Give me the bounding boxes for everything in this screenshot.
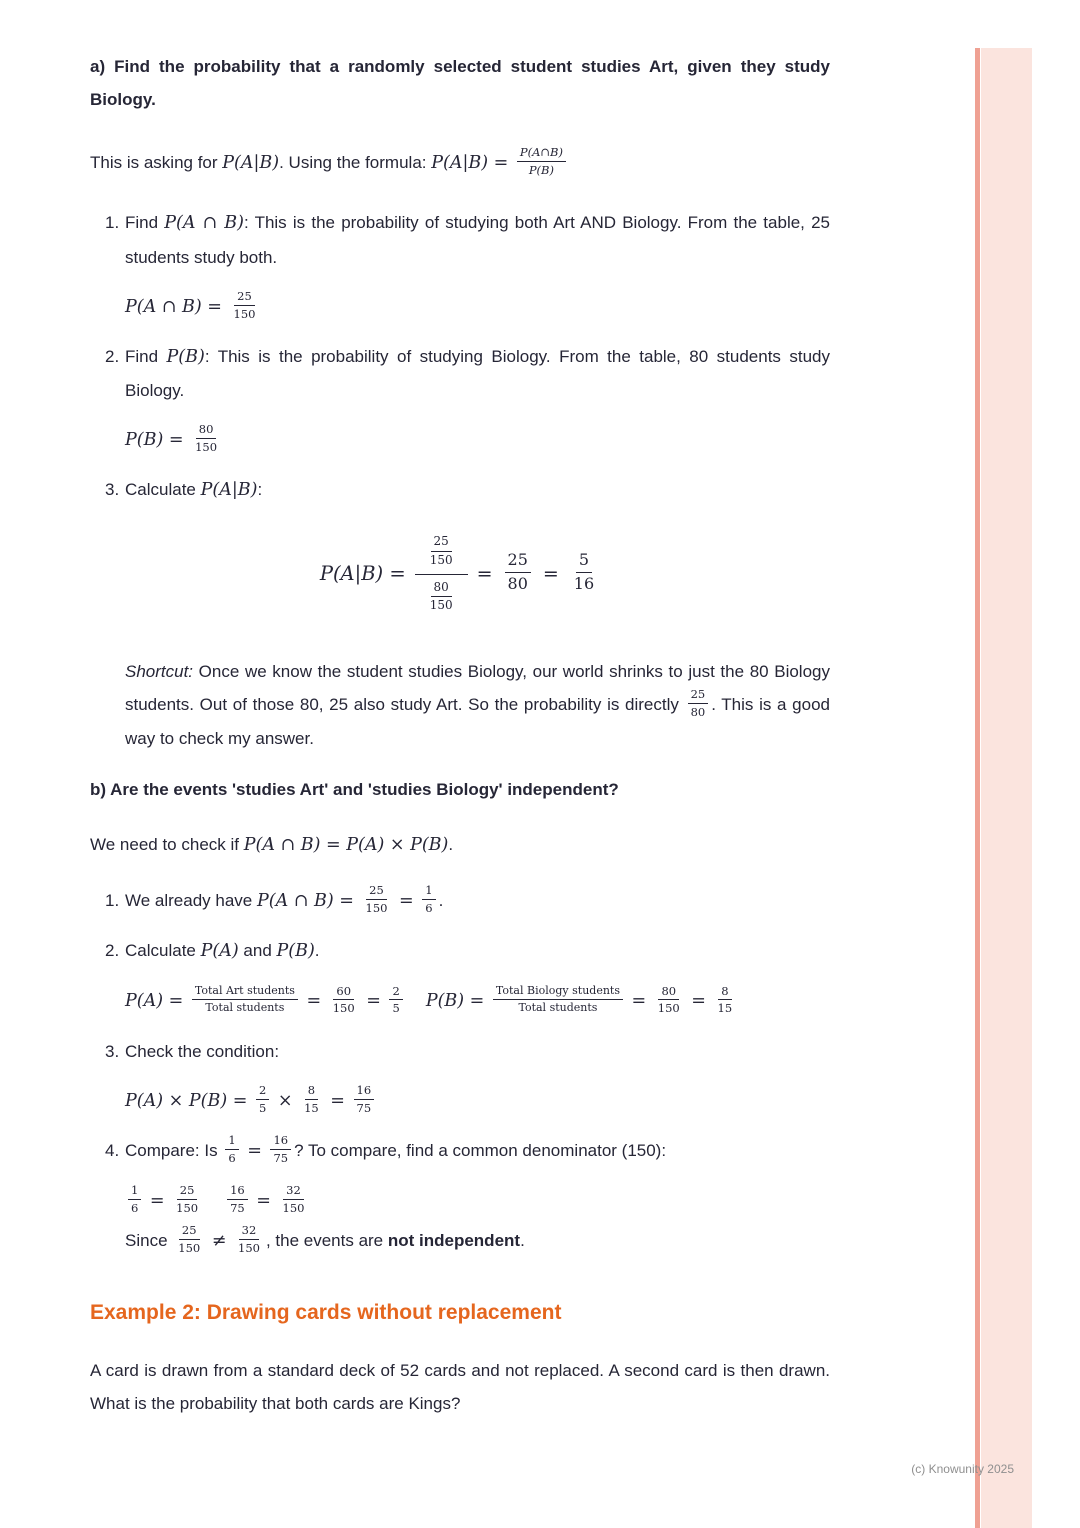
fraction-numerator: 32 [283, 1183, 304, 1200]
fraction-numerator: Total Biology students [493, 984, 623, 1000]
list-number: 4. [105, 1140, 120, 1160]
text-run: . [448, 835, 454, 855]
fraction-numerator: 60 [333, 984, 354, 1001]
math-run: P(B) = [425, 991, 490, 1012]
fraction-denominator: 75 [273, 1150, 289, 1165]
math-run: = [360, 991, 387, 1012]
math-run: P(A) × P(B) = [125, 1090, 253, 1111]
list-item-text [125, 884, 830, 918]
text-run: Find [125, 213, 165, 233]
math-run: P(A ∩ B) = [125, 296, 228, 317]
equals-sign: = [542, 562, 559, 585]
text-run: Once we know the student studies Biology, our world shrinks to just the 80 Biology students. Out of those 80, 25 also study Art. So the probability is directly [125, 661, 830, 714]
math-run: P(A|B) = [319, 562, 406, 586]
math-run: P(B) [166, 346, 205, 367]
math-run: P(A ∩ B) = P(A) × P(B) [243, 835, 449, 856]
section-b-heading: b) Are the events 'studies Art' and 'studies Biology' independent? [90, 779, 619, 799]
fraction [655, 984, 683, 1017]
fraction-numerator: 80 [431, 580, 452, 598]
fraction [688, 687, 709, 720]
nested-fraction-numerator [415, 533, 468, 574]
example-2-heading: Example 2: Drawing cards without replacement [90, 1301, 562, 1325]
fraction-numerator: 16 [354, 1083, 375, 1100]
fraction [280, 1183, 308, 1216]
fraction-denominator: 150 [429, 552, 453, 567]
fraction-denominator: 6 [131, 1200, 139, 1215]
text-run: . [438, 891, 444, 911]
text-run: . [314, 941, 320, 961]
shortcut-label: Shortcut: [125, 661, 194, 681]
fraction-denominator: 6 [425, 901, 433, 916]
math-run: P(A|B) [222, 153, 280, 174]
text-run: Calculate [125, 941, 201, 961]
fraction-denominator: 150 [429, 598, 453, 613]
equals-sign: = [476, 562, 493, 585]
text-run: Find [125, 346, 167, 366]
fraction [227, 1183, 248, 1216]
display-equation [90, 533, 830, 614]
fraction [270, 1133, 291, 1166]
text-run: Since [125, 1231, 173, 1251]
fraction-numerator: 8 [305, 1083, 318, 1100]
text-run: Compare: Is [125, 1140, 223, 1160]
list-item-text [125, 1134, 830, 1168]
fraction [175, 1223, 203, 1256]
math-run: = [241, 1140, 268, 1161]
text-run: Calculate [125, 480, 201, 500]
fraction-numerator: 1 [422, 883, 435, 900]
fraction [173, 1183, 201, 1216]
text-run: and [238, 941, 277, 961]
equation-line [125, 423, 830, 457]
text-run: . [520, 1231, 525, 1251]
fraction-numerator: 80 [196, 422, 217, 439]
list-number: 3. [105, 480, 120, 500]
fraction [505, 550, 531, 595]
fraction-numerator: 8 [718, 984, 731, 1001]
fraction-denominator: P(B) [528, 163, 554, 178]
fraction [517, 145, 566, 178]
list-item-b3 [90, 1035, 830, 1068]
fraction [192, 422, 220, 455]
math-run: = [324, 1090, 351, 1111]
fraction [301, 1083, 322, 1116]
math-run: ≠ [206, 1231, 232, 1252]
list-number: 1. [105, 213, 120, 233]
fraction [192, 984, 298, 1016]
example-2-paragraph: A card is drawn from a standard deck of 52 cards and not replaced. A second card is then drawn. What is the probability that both cards are Kings? [90, 1360, 830, 1413]
list-item-text [125, 1035, 830, 1068]
math-run: P(A) [200, 941, 239, 962]
equation-line [125, 1184, 830, 1218]
fraction-numerator: Total Art students [192, 984, 298, 1000]
fraction-numerator: 25 [366, 883, 387, 900]
math-run: × [272, 1090, 299, 1111]
math-run: P(A ∩ B) [164, 213, 244, 234]
fraction [422, 883, 435, 916]
list-item-b2 [90, 934, 830, 968]
fraction [256, 1083, 269, 1116]
math-run: P(A) = [125, 991, 189, 1012]
copyright-notice: (c) Knowunity 2025 [911, 1462, 1014, 1476]
text-run: We need to check if [90, 835, 244, 855]
equation-line [125, 1084, 830, 1118]
list-item-text [125, 340, 830, 407]
fraction-denominator: 150 [657, 1001, 680, 1016]
fraction-numerator: P(A∩B) [517, 145, 566, 162]
fraction [128, 1183, 141, 1216]
fraction-numerator: 25 [505, 550, 531, 573]
fraction [715, 984, 736, 1017]
text-run: Check the condition: [125, 1041, 280, 1061]
fraction-numerator: 16 [270, 1133, 291, 1150]
list-item-b1 [90, 884, 830, 918]
fraction-denominator: 16 [573, 573, 595, 593]
math-run: P(A|B) = [431, 153, 514, 174]
fraction-denominator: 5 [258, 1100, 267, 1115]
fraction-denominator: 150 [178, 1241, 201, 1256]
fraction-numerator: 25 [177, 1183, 198, 1200]
fraction-denominator: 150 [238, 1241, 260, 1256]
list-item-a3 [90, 473, 830, 507]
math-run: = [300, 991, 327, 1012]
list-item-a2 [90, 340, 830, 407]
fraction [363, 883, 391, 916]
list-item-a1 [90, 206, 830, 273]
math-run: P(B) = [125, 430, 190, 451]
fraction-numerator: 25 [688, 687, 709, 704]
list-item-text [125, 934, 830, 968]
text-run: : [257, 480, 263, 500]
list-number: 2. [105, 941, 120, 961]
fraction [330, 984, 358, 1017]
page-edge-decoration [981, 48, 1032, 1528]
fraction-numerator: 2 [256, 1083, 269, 1100]
fraction-numerator: 80 [658, 984, 679, 1001]
fraction-denominator: 150 [332, 1001, 355, 1016]
fraction [427, 580, 456, 614]
list-item-text [125, 206, 830, 273]
math-run: = [144, 1190, 171, 1211]
fraction [427, 534, 456, 568]
fraction-numerator: 16 [227, 1183, 248, 1200]
text-run: . This is a good way to check my answer. [125, 694, 830, 748]
conclusion-line [125, 1224, 830, 1258]
fraction-denominator: 150 [282, 1200, 305, 1215]
intro-paragraph [90, 146, 830, 180]
fraction-denominator: 15 [717, 1001, 733, 1016]
fraction-denominator: Total students [518, 1001, 598, 1015]
text-run: : This is the probability of studying Biology. From the table, 80 students study Biology. [125, 346, 831, 400]
math-run: = [393, 891, 420, 912]
list-item-text [125, 473, 830, 507]
page-edge-accent-line [975, 48, 980, 1528]
fraction-denominator: 75 [356, 1100, 372, 1115]
fraction-denominator: 150 [195, 440, 218, 455]
bold-text-run: not independent [387, 1231, 521, 1251]
fraction-numerator: 1 [128, 1183, 141, 1200]
fraction-numerator: 25 [234, 289, 255, 306]
fraction-numerator: 32 [239, 1223, 260, 1240]
equation-line [125, 984, 830, 1018]
list-number: 3. [105, 1041, 120, 1061]
fraction-numerator: 1 [225, 1133, 238, 1150]
text-run: ? To compare, find a common denominator (150): [294, 1140, 667, 1160]
check-paragraph [90, 828, 830, 862]
fraction-denominator: 75 [230, 1200, 245, 1215]
fraction [389, 984, 402, 1017]
text-run: : This is the probability of studying both Art AND Biology. From the table, 25 students study both. [125, 213, 831, 267]
fraction-denominator: 150 [233, 306, 256, 321]
text-run: , the events are [265, 1231, 388, 1251]
fraction-denominator: 150 [176, 1200, 199, 1215]
list-number: 1. [105, 891, 120, 911]
fraction-denominator: 150 [365, 901, 388, 916]
fraction-denominator: 80 [690, 704, 706, 719]
text-run: We already have [125, 891, 257, 911]
list-number: 2. [105, 346, 120, 366]
math-run: P(A ∩ B) = [256, 891, 360, 912]
nested-fraction-denominator [415, 575, 468, 615]
fraction-denominator: 80 [507, 573, 528, 593]
math-run: P(B) [276, 941, 315, 962]
fraction [354, 1083, 375, 1116]
fraction-denominator: 5 [392, 1001, 400, 1016]
text-run: . Using the formula: [279, 153, 432, 173]
shortcut-paragraph [125, 655, 830, 755]
math-run: = [625, 991, 652, 1012]
math-run: P(A|B) [200, 480, 258, 501]
document-content [90, 0, 830, 1420]
fraction-numerator: 25 [431, 534, 452, 552]
section-a-heading: a) Find the probability that a randomly selected student studies Art, given they study Biology. [90, 57, 830, 110]
fraction-numerator: 25 [179, 1223, 200, 1240]
fraction-denominator: 6 [228, 1150, 236, 1165]
list-item-b4 [90, 1134, 830, 1168]
fraction-numerator: 5 [576, 550, 592, 573]
fraction-denominator: 15 [304, 1100, 319, 1115]
fraction-numerator: 2 [389, 984, 402, 1001]
equation-line [125, 290, 830, 324]
nested-fraction [415, 533, 468, 614]
fraction [225, 1133, 238, 1166]
fraction-denominator: Total students [205, 1001, 285, 1015]
text-run: This is asking for [90, 153, 223, 173]
fraction [571, 550, 597, 595]
math-run: = [685, 991, 712, 1012]
fraction [231, 289, 259, 322]
fraction [493, 984, 623, 1016]
fraction [235, 1223, 263, 1256]
math-run: = [250, 1190, 277, 1211]
